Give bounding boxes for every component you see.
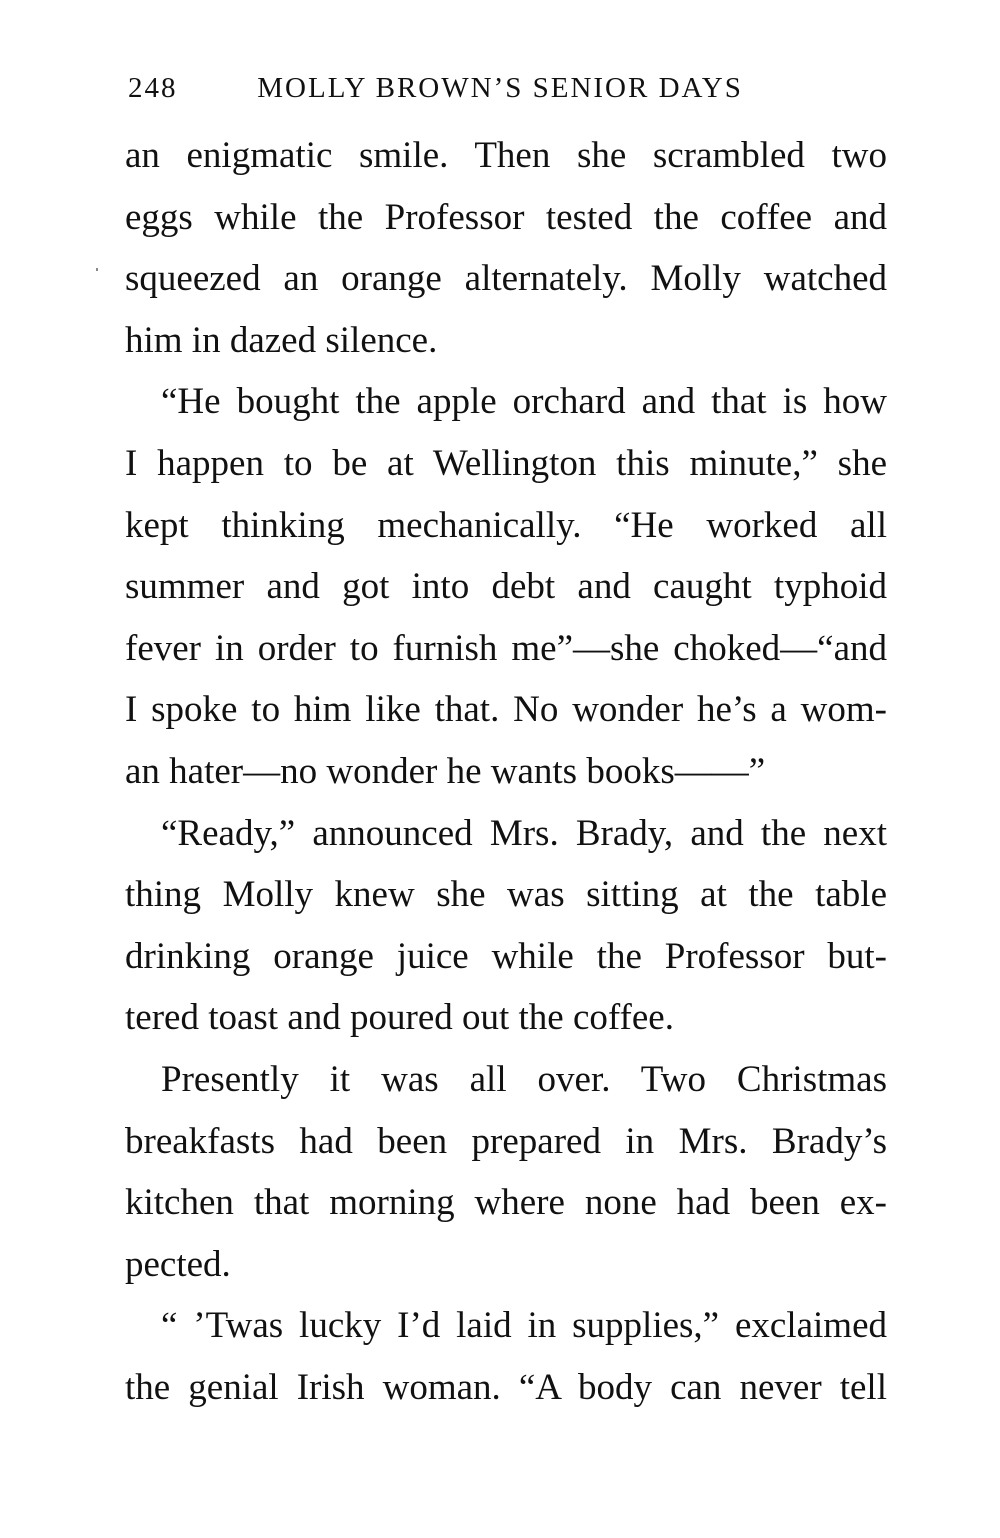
text-line: “ ’Twas lucky I’d laid in supplies,” exclaimed	[161, 1305, 887, 1347]
running-head	[128, 66, 890, 110]
text-line: “Ready,” announced Mrs. Brady, and the next	[161, 812, 887, 854]
text-line: kept thinking mechanically. “He worked all	[125, 504, 887, 546]
text-line: summer and got into debt and caught typhoid	[125, 566, 887, 608]
text-line: tered toast and poured out the coffee.	[125, 997, 674, 1039]
body-text	[125, 125, 887, 1418]
text-line: pected.	[125, 1243, 231, 1285]
text-line: fever in order to furnish me”—she choked—“and	[125, 627, 887, 669]
text-line: an enigmatic smile. Then she scrambled two	[125, 135, 887, 176]
running-title: MOLLY BROWN’S SENIOR DAYS	[257, 72, 743, 104]
text-line: Presently it was all over. Two Christmas	[161, 1058, 887, 1100]
text-line: eggs while the Professor tested the coffee and	[125, 196, 887, 238]
text-line: him in dazed silence.	[125, 319, 438, 361]
text-line: I happen to be at Wellington this minute,” she	[125, 442, 887, 484]
text-line: squeezed an orange alternately. Molly watched	[125, 258, 887, 300]
text-line: drinking orange juice while the Professor but-	[125, 935, 887, 977]
text-line: I spoke to him like that. No wonder he’s a wom-	[125, 689, 887, 731]
text-line: kitchen that morning where none had been ex-	[125, 1182, 887, 1224]
text-line: breakfasts had been prepared in Mrs. Brady’s	[125, 1120, 887, 1162]
text-line: thing Molly knew she was sitting at the table	[125, 874, 887, 916]
text-line: an hater—no wonder he wants books——”	[125, 750, 766, 792]
page-number: 248	[128, 72, 178, 104]
text-line: the genial Irish woman. “A body can never tell	[125, 1366, 887, 1408]
text-line: “He bought the apple orchard and that is how	[161, 381, 887, 423]
margin-speck	[96, 268, 98, 271]
